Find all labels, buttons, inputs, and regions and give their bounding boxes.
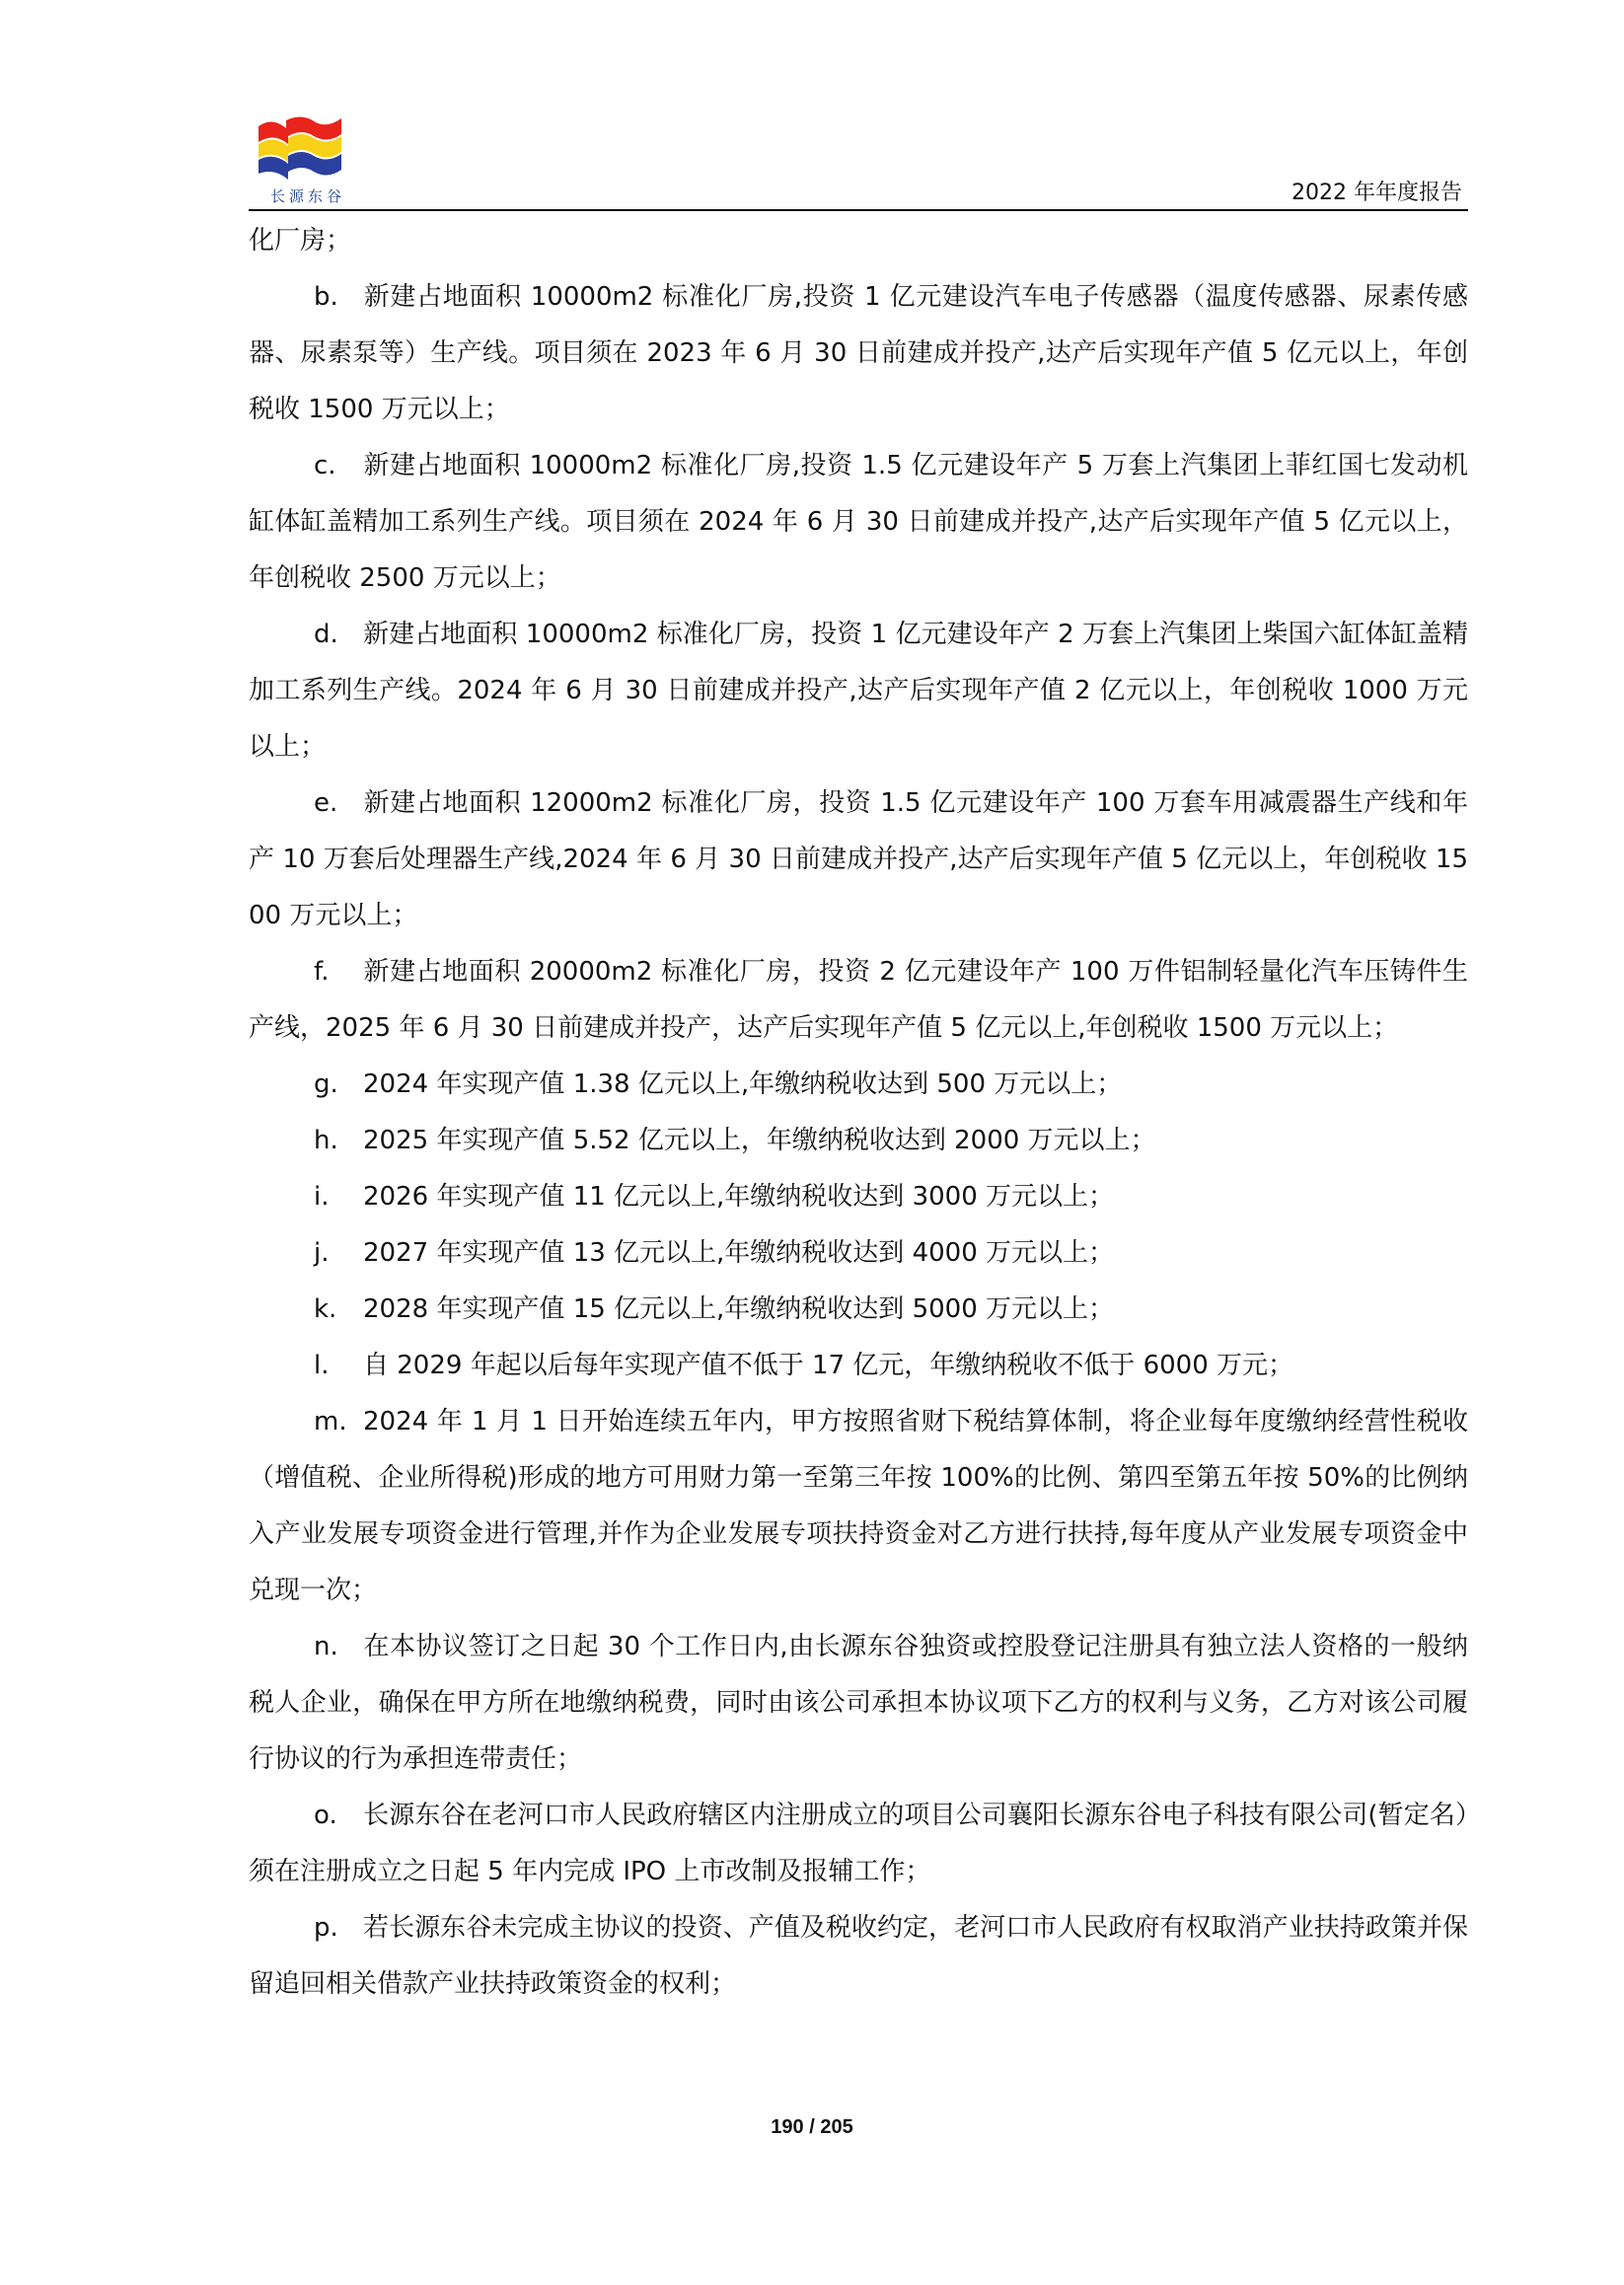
list-marker: l. — [314, 1351, 330, 1380]
list-item — [249, 775, 1468, 944]
list-marker: b. — [314, 282, 338, 312]
list-marker: d. — [314, 620, 338, 649]
list-item-text: 自 2029 年起以后每年实现产值不低于 17 亿元，年缴纳税收不低于 6000 万元； — [363, 1351, 1294, 1380]
list-item-text: 在本协议签订之日起 30 个工作日内,由长源东谷独资或控股登记注册具有独立法人资格的一般纳税人企业，确保在甲方所在地缴纳税费，同时由该公司承担本协议项下乙方的权利与义务，乙方对该公司履行协议的行为承担连带责任； — [249, 1632, 1468, 1774]
list-item — [249, 1900, 1468, 2013]
list-item — [249, 1057, 1468, 1113]
list-marker: e. — [314, 788, 338, 818]
list-item — [249, 1282, 1468, 1338]
list-item — [249, 438, 1468, 607]
logo-text: 长源东谷 — [270, 187, 346, 205]
list-marker: h. — [314, 1126, 338, 1155]
list-marker: o. — [314, 1801, 337, 1830]
list-item — [249, 1394, 1468, 1619]
list-marker: n. — [314, 1632, 338, 1661]
list-item-text: 新建占地面积 10000m2 标准化厂房，投资 1 亿元建设年产 2 万套上汽集团上柴国六缸体缸盖精加工系列生产线。2024 年 6 月 30 日前建成并投产,达产后实现年产值 2 亿元以上，年创税收 1000 万元以上； — [249, 620, 1468, 762]
list-marker: p. — [314, 1913, 338, 1943]
list-marker: k. — [314, 1294, 337, 1324]
list-item — [249, 1338, 1468, 1394]
list-item-text: 2026 年实现产值 11 亿元以上,年缴纳税收达到 3000 万元以上； — [363, 1182, 1115, 1212]
lead-text: 化厂房； — [249, 226, 352, 256]
page-number: 190 / 205 — [771, 2116, 853, 2138]
list-marker: m. — [314, 1407, 347, 1437]
logo-mark-icon — [258, 114, 341, 185]
report-title: 2022 年年度报告 — [1292, 181, 1462, 205]
list-marker: g. — [314, 1069, 338, 1099]
list-item-text: 新建占地面积 10000m2 标准化厂房,投资 1 亿元建设汽车电子传感器（温度传感器、尿素传感器、尿素泵等）生产线。项目须在 2023 年 6 月 30 日前建成并投产,达产后实现年产值 5 亿元以上，年创税收 1500 万元以上； — [249, 282, 1468, 424]
list-item-text: 2024 年 1 月 1 日开始连续五年内，甲方按照省财下税结算体制，将企业每年度缴纳经营性税收（增值税、企业所得税)形成的地方可用财力第一至第三年按 100%的比例、第四至第五年按 50%的比例纳入产业发展专项资金进行管理,并作为企业发展专项扶持资金对乙方进行扶持,每年度从产业发展专项资金中兑现一次； — [249, 1407, 1468, 1605]
list-item-text: 2024 年实现产值 1.38 亿元以上,年缴纳税收达到 500 万元以上； — [363, 1069, 1123, 1099]
list-item-text: 若长源东谷未完成主协议的投资、产值及税收约定，老河口市人民政府有权取消产业扶持政策并保留追回相关借款产业扶持政策资金的权利； — [249, 1913, 1468, 1999]
list-item-text: 新建占地面积 10000m2 标准化厂房,投资 1.5 亿元建设年产 5 万套上汽集团上菲红国七发动机缸体缸盖精加工系列生产线。项目须在 2024 年 6 月 30 日前建成并投产,达产后实现年产值 5 亿元以上，年创税收 2500 万元以上； — [249, 451, 1468, 593]
list-item-text: 2025 年实现产值 5.52 亿元以上，年缴纳税收达到 2000 万元以上； — [363, 1126, 1156, 1155]
list-marker: j. — [314, 1238, 330, 1268]
list-item — [249, 269, 1468, 438]
list-item — [249, 1225, 1468, 1282]
list-item — [249, 1169, 1468, 1225]
list-item-text: 新建占地面积 20000m2 标准化厂房，投资 2 亿元建设年产 100 万件铝制轻量化汽车压铸件生产线，2025 年 6 月 30 日前建成并投产，达产后实现年产值 5 亿元以上,年创税收 1500 万元以上； — [249, 957, 1468, 1043]
list-item-text: 2028 年实现产值 15 亿元以上,年缴纳税收达到 5000 万元以上； — [363, 1294, 1115, 1324]
company-logo — [258, 114, 346, 205]
list-item — [249, 944, 1468, 1057]
list-item-text: 2027 年实现产值 13 亿元以上,年缴纳税收达到 4000 万元以上； — [363, 1238, 1115, 1268]
header-divider — [249, 209, 1468, 211]
list-marker: i. — [314, 1182, 330, 1212]
page-header — [249, 109, 1468, 213]
list-marker: c. — [314, 451, 336, 480]
list-item — [249, 1619, 1468, 1788]
list-item-text: 长源东谷在老河口市人民政府辖区内注册成立的项目公司襄阳长源东谷电子科技有限公司(暂定名）须在注册成立之日起 5 年内完成 IPO 上市改制及报辅工作； — [249, 1801, 1468, 1886]
list-item-text: 新建占地面积 12000m2 标准化厂房，投资 1.5 亿元建设年产 100 万套车用减震器生产线和年产 10 万套后处理器生产线,2024 年 6 月 30 日前建成并投产,达产后实现年产值 5 亿元以上，年创税收 1500 万元以上； — [249, 788, 1468, 930]
list-item — [249, 607, 1468, 775]
list-marker: f. — [314, 957, 330, 987]
list-item — [249, 1788, 1468, 1900]
document-body — [249, 213, 1468, 2013]
list-item — [249, 1113, 1468, 1169]
